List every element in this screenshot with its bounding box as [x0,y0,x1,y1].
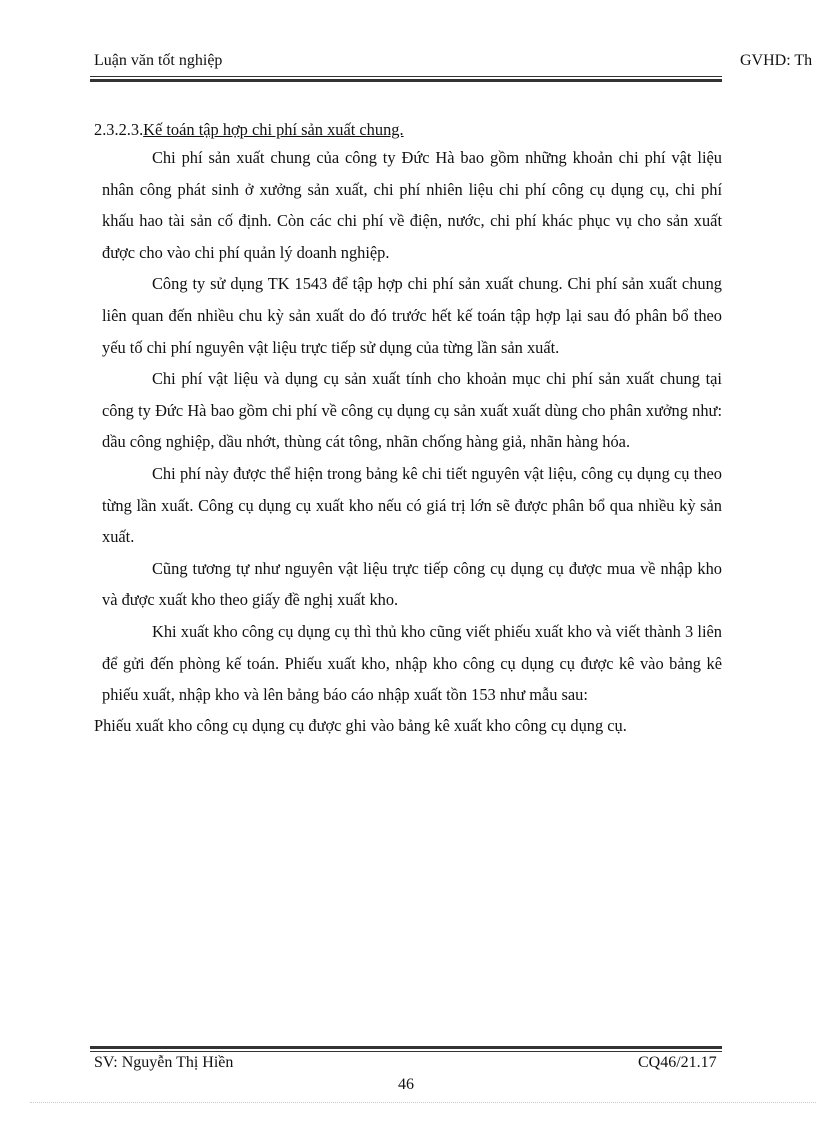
footer-class-code: CQ46/21.17 [638,1054,717,1071]
paragraph: Chi phí vật liệu và dụng cụ sản xuất tính cho khoản mục chi phí sản xuất chung tại công ty Đức Hà bao gồm chi phí về công cụ dụng cụ sản xuất xuất dùng cho phân xưởng như: dầu công nghiệp, dầu nhớt, thùng cát tông, nhãn chống hàng giả, nhãn hàng hóa. [102,369,722,452]
paragraph: Công ty sử dụng TK 1543 để tập hợp chi phí sản xuất chung. Chi phí sản xuất chung liên quan đến nhiều chu kỳ sản xuất do đó trước hết kế toán tập hợp lại sau đó phân bổ theo yếu tố chi phí nguyên vật liệu trực tiếp sử dụng của từng lần sản xuất. [102,274,722,357]
header-rule-thin [90,76,722,77]
paragraph: Chi phí sản xuất chung của công ty Đức Hà bao gồm những khoản chi phí vật liệu nhân công phát sinh ở xưởng sản xuất, chi phí nhiên liệu chi phí công cụ dụng cụ, chi phí khấu hao tài sản cố định. Còn các chi phí về điện, nước, chi phí khác phục vụ cho sản xuất được cho vào chi phí quản lý doanh nghiệp. [102,148,722,262]
header-supervisor: GVHD: Th [740,52,813,69]
closing-line: Phiếu xuất kho công cụ dụng cụ được ghi vào bảng kê xuất kho công cụ dụng cụ. [94,715,627,735]
paragraph: Chi phí này được thể hiện trong bảng kê chi tiết nguyên vật liệu, công cụ dụng cụ theo từng lần xuất. Công cụ dụng cụ xuất kho nếu có giá trị lớn sẽ được phân bổ qua nhiều kỳ sản xuất. [102,463,722,547]
footer-rule-thick [90,1046,722,1049]
section-number: 2.3.2.3. [94,120,144,139]
header-title: Luận văn tốt nghiệp [94,52,223,69]
footer-student: SV: Nguyễn Thị Hiền [94,1054,234,1071]
header-rule-thick [90,79,722,82]
section-heading [94,118,722,142]
section-title: Kế toán tập hợp chi phí sản xuất chung. [143,120,404,139]
page-edge-divider [30,1102,816,1103]
page-number: 46 [398,1076,414,1093]
paragraph: Khi xuất kho công cụ dụng cụ thì thủ kho cũng viết phiếu xuất kho và viết thành 3 liên để gửi đến phòng kế toán. Phiếu xuất kho, nhập kho công cụ dụng cụ được kê vào bảng kê phiếu xuất, nhập kho và lên bảng báo cáo nhập xuất tồn 153 như mẫu sau: [102,621,722,705]
page-body [94,118,722,739]
paragraph: Cũng tương tự như nguyên vật liệu trực tiếp công cụ dụng cụ được mua về nhập kho và được xuất kho theo giấy đề nghị xuất kho. [102,558,722,610]
footer-rule-thin [90,1051,722,1052]
